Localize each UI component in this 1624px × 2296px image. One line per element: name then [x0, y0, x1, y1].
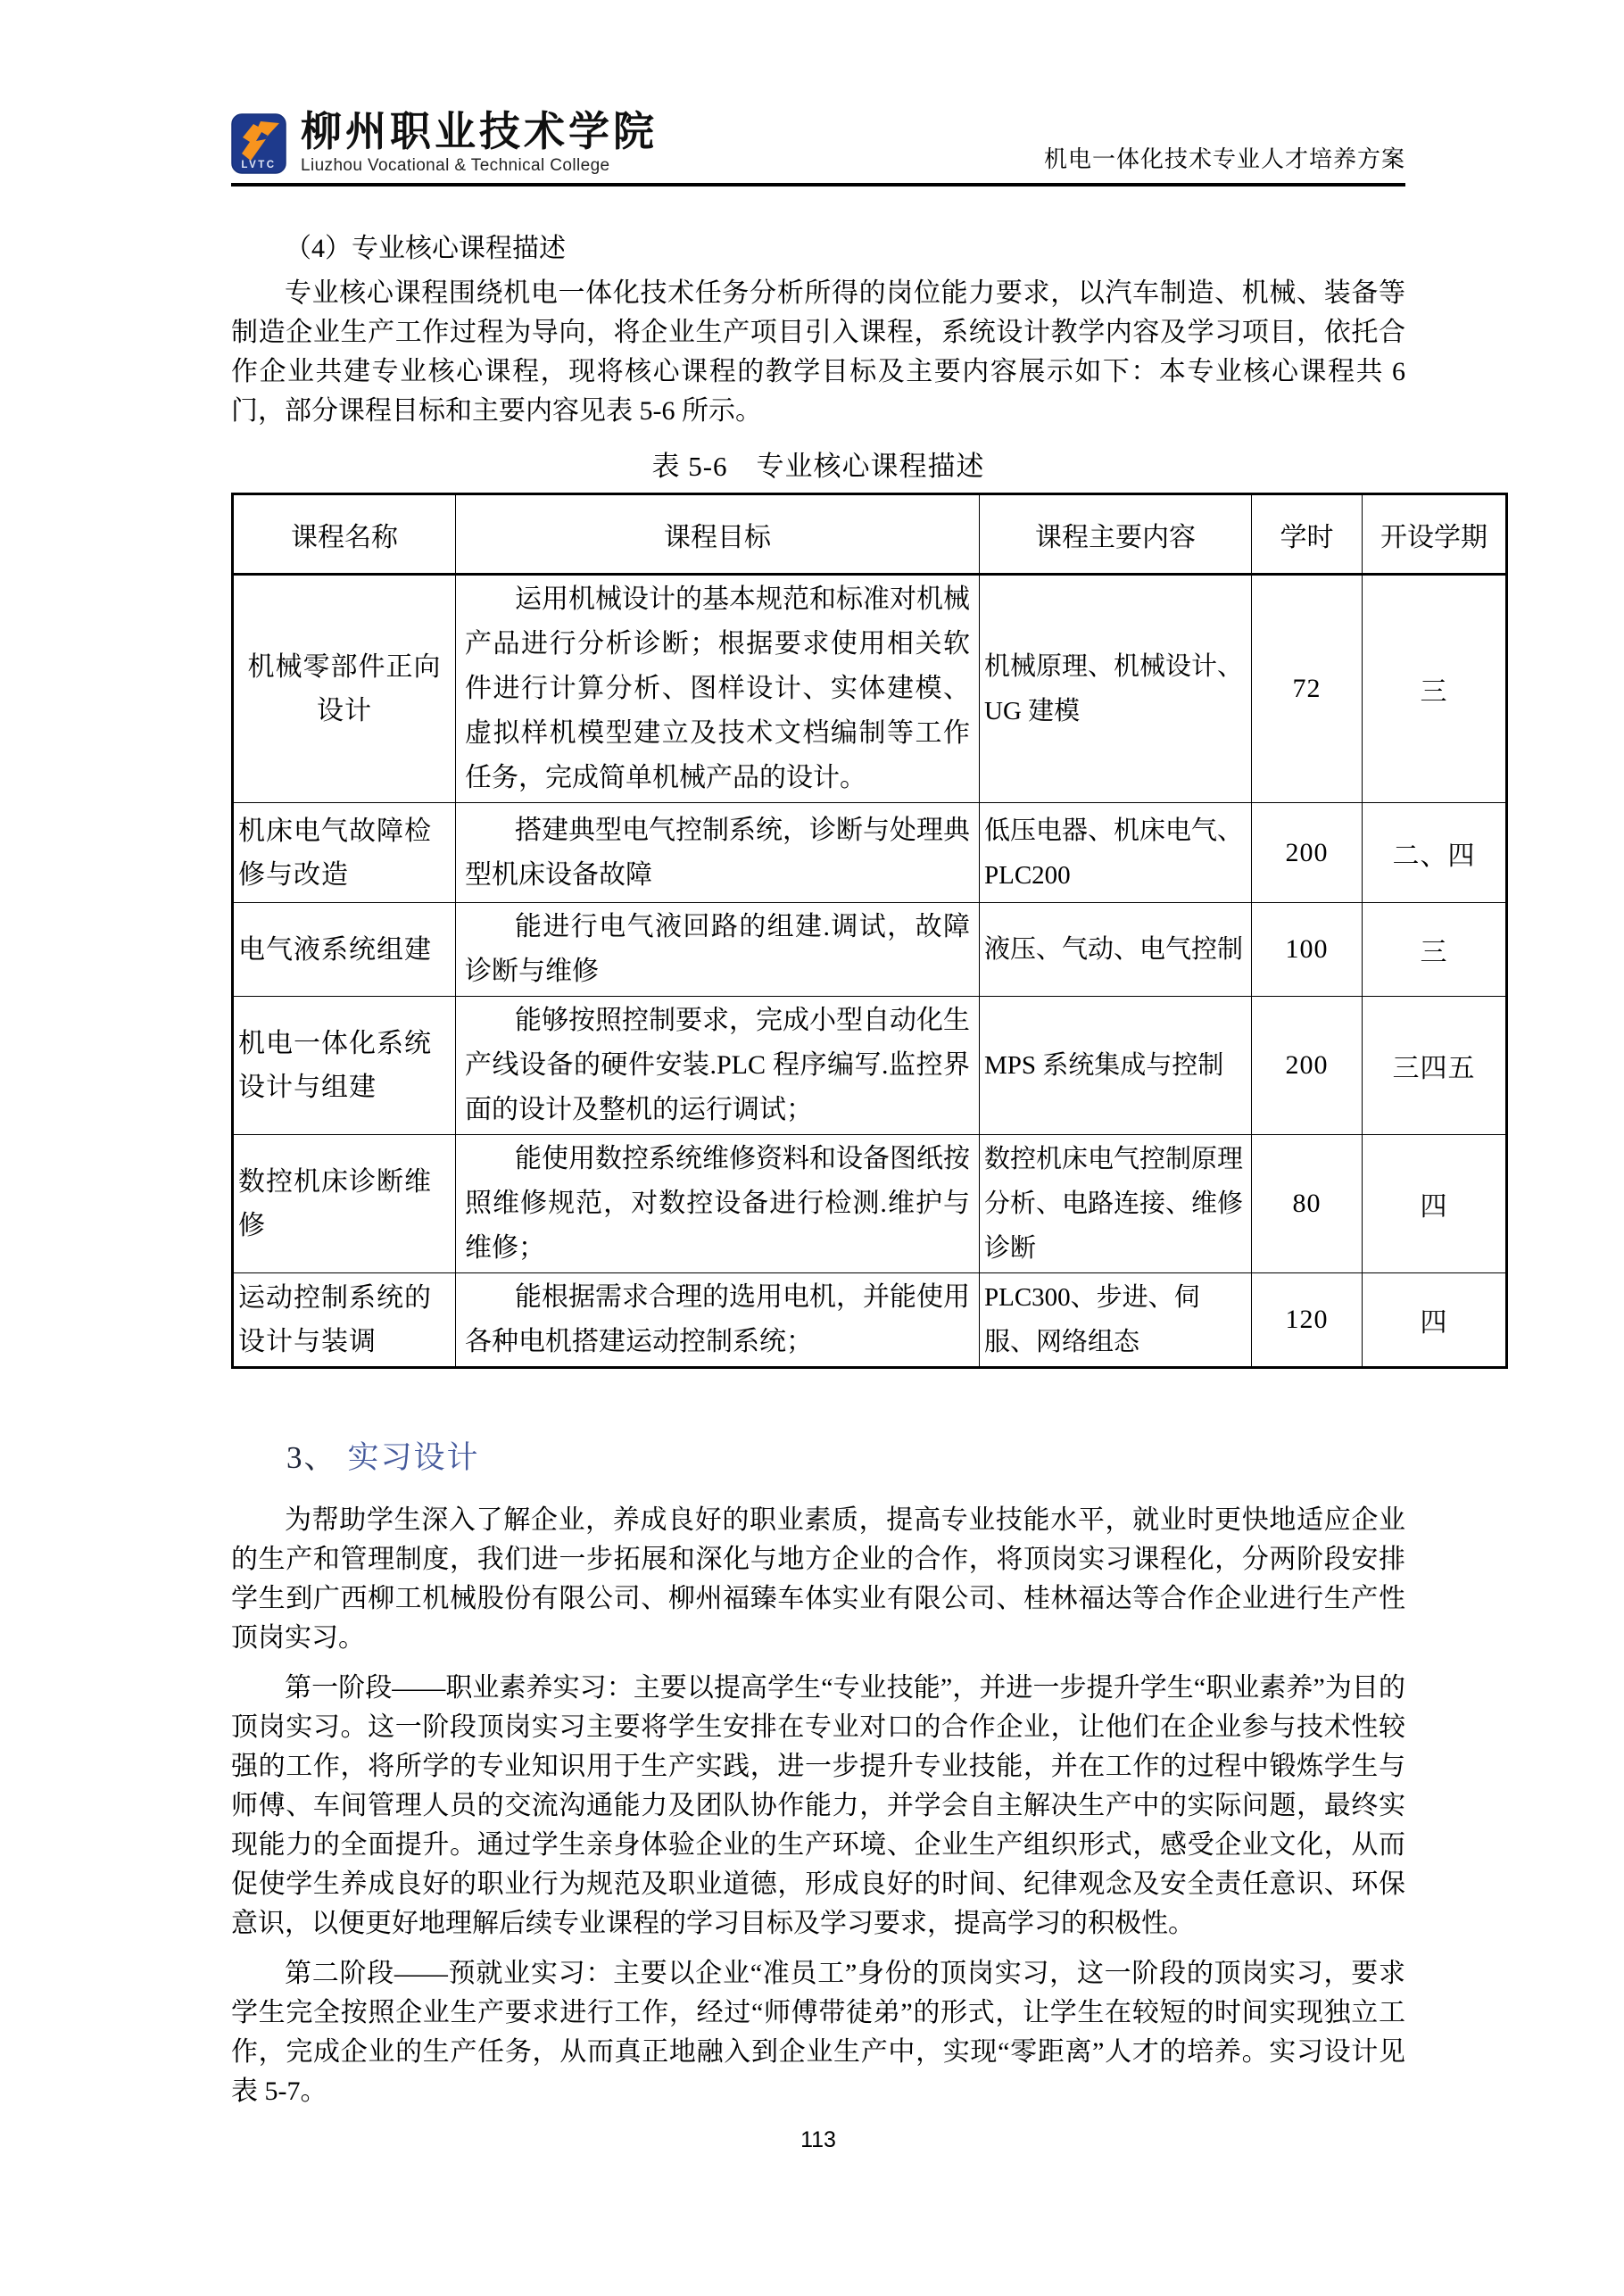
course-objective-cell: 运用机械设计的基本规范和标准对机械产品进行分析诊断；根据要求使用相关软件进行计算分析、图样设计、实体建模、虚拟样机模型建立及技术文档编制等工作任务，完成简单机械产品的设计。: [456, 575, 980, 803]
course-hours-cell: 200: [1252, 803, 1363, 903]
table-header-row: [233, 494, 1507, 575]
course-hours-cell: 120: [1252, 1273, 1363, 1368]
col-header-semester: 开设学期: [1363, 494, 1507, 575]
course-semester-cell: 二、四: [1363, 803, 1507, 903]
course-name-cell: 机床电气故障检修与改造: [233, 803, 456, 903]
course-objective-cell: 能够按照控制要求，完成小型自动化生产线设备的硬件安装.PLC 程序编写.监控界面的设计及整机的运行调试；: [456, 997, 980, 1135]
college-names: [301, 111, 658, 176]
course-content-cell: 数控机床电气控制原理分析、电路连接、维修诊断: [980, 1135, 1252, 1273]
college-name-en: Liuzhou Vocational & Technical College: [301, 156, 610, 175]
course-content-cell: 液压、气动、电气控制: [980, 903, 1252, 997]
table-row: [233, 1135, 1507, 1273]
course-content-cell: 低压电器、机床电气、PLC200: [980, 803, 1252, 903]
course-name-cell: 数控机床诊断维修: [233, 1135, 456, 1273]
college-name-zh: 柳州职业技术学院: [301, 109, 658, 154]
course-objective-cell: 能进行电气液回路的组建.调试，故障诊断与维修: [456, 903, 980, 997]
course-semester-cell: 三: [1363, 903, 1507, 997]
course-name-cell: 机电一体化系统设计与组建: [233, 997, 456, 1135]
course-content-cell: 机械原理、机械设计、UG 建模: [980, 575, 1252, 803]
table-row: [233, 903, 1507, 997]
course-name-cell: 机械零部件正向设计: [233, 575, 456, 803]
logo-text: LVTC: [241, 159, 277, 170]
college-brand: [231, 111, 658, 176]
col-header-objectives: 课程目标: [456, 494, 980, 575]
intro-paragraph: 专业核心课程围绕机电一体化技术任务分析所得的岗位能力要求，以汽车制造、机械、装备等制造企业生产工作过程为导向，将企业生产项目引入课程，系统设计教学内容及学习项目，依托合作企业共建专业核心课程，现将核心课程的教学目标及主要内容展示如下：本专业核心课程共 6 门，部分课程目标和主要内容见表 5-6 所示。: [231, 278, 1405, 426]
course-semester-cell: 三: [1363, 575, 1507, 803]
course-name-cell: 电气液系统组建: [233, 903, 456, 997]
course-semester-cell: 四: [1363, 1273, 1507, 1368]
course-semester-cell: 四: [1363, 1135, 1507, 1273]
col-header-hours: 学时: [1252, 494, 1363, 575]
internship-paragraph-3: 第二阶段——预就业实习：主要以企业“准员工”身份的顶岗实习，这一阶段的顶岗实习，要求学生完全按照企业生产要求进行工作，经过“师傅带徒弟”的形式，让学生在较短的时间实现独立工作，完成企业的生产任务，从而真正地融入到企业生产中，实现“零距离”人才的培养。实习设计见表 5-7。: [231, 1959, 1405, 2106]
table-row: [233, 997, 1507, 1135]
course-hours-cell: 200: [1252, 997, 1363, 1135]
col-header-main-content: 课程主要内容: [980, 494, 1252, 575]
subsection-heading: （4）专业核心课程描述: [285, 234, 566, 263]
course-hours-cell: 72: [1252, 575, 1363, 803]
table-row: [233, 803, 1507, 903]
course-content-cell: MPS 系统集成与控制: [980, 997, 1252, 1135]
doc-title: 机电一体化技术专业人才培养方案: [1043, 146, 1405, 172]
col-header-course-name: 课程名称: [233, 494, 456, 575]
table-caption: 表 5-6 专业核心课程描述: [651, 451, 985, 482]
course-hours-cell: 100: [1252, 903, 1363, 997]
header-rule: [231, 183, 1405, 186]
course-semester-cell: 三四五: [1363, 997, 1507, 1135]
section-number: 3、: [286, 1440, 337, 1475]
table-row: [233, 575, 1507, 803]
core-course-table: [231, 493, 1508, 1369]
internship-paragraph-2: 第一阶段——职业素养实习：主要以提高学生“专业技能”，并进一步提升学生“职业素养”为目的顶岗实习。这一阶段顶岗实习主要将学生安排在专业对口的合作企业，让他们在企业参与技术性较强的工作，将所学的专业知识用于生产实践，进一步提升专业技能，并在工作的过程中锻炼学生与师傅、车间管理人员的交流沟通能力及团队协作能力，并学会自主解决生产中的实际问题，最终实现能力的全面提升。通过学生亲身体验企业的生产环境、企业生产组织形式，感受企业文化，从而促使学生养成良好的职业行为规范及职业道德，形成良好的时间、纪律观念及安全责任意识、环保意识，以便更好地理解后续专业课程的学习目标及学习要求，提高学习的积极性。: [231, 1673, 1405, 1938]
page-number: 113: [800, 2127, 836, 2152]
course-hours-cell: 80: [1252, 1135, 1363, 1273]
course-name-cell: 运动控制系统的设计与装调: [233, 1273, 456, 1368]
page-header: [231, 111, 1405, 176]
course-content-cell: PLC300、步进、伺服、网络组态: [980, 1273, 1252, 1368]
course-objective-cell: 能使用数控系统维修资料和设备图纸按照维修规范，对数控设备进行检测.维护与维修；: [456, 1135, 980, 1273]
course-objective-cell: 能根据需求合理的选用电机，并能使用各种电机搭建运动控制系统；: [456, 1273, 980, 1368]
table-row: [233, 1273, 1507, 1368]
section-heading: [286, 1433, 1505, 1478]
section-title: 实习设计: [347, 1440, 480, 1475]
course-objective-cell: 搭建典型电气控制系统，诊断与处理典型机床设备故障: [456, 803, 980, 903]
internship-paragraph-1: 为帮助学生深入了解企业，养成良好的职业素质，提高专业技能水平，就业时更快地适应企业的生产和管理制度，我们进一步拓展和深化与地方企业的合作，将顶岗实习课程化，分两阶段安排学生到广西柳工机械股份有限公司、柳州福臻车体实业有限公司、桂林福达等合作企业进行生产性顶岗实习。: [231, 1505, 1405, 1653]
college-logo: [231, 113, 286, 174]
